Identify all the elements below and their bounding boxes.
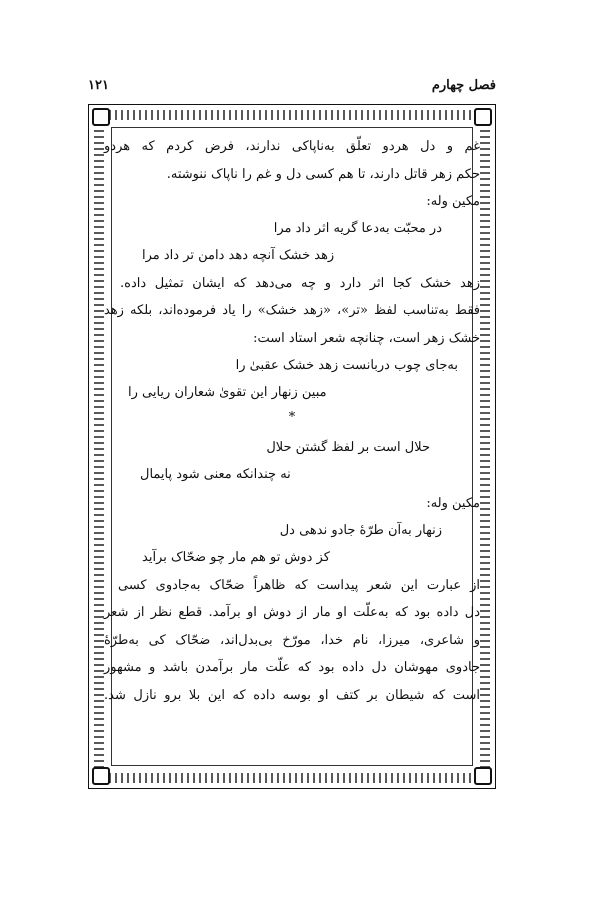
text-line: غم و دل هردو تعلّق به‌ناپاکی ندارند، فرض کردم که هردو <box>104 139 480 154</box>
separator-asterisk: * <box>288 410 296 425</box>
text-line: حکم زهر قاتل دارند، تا هم کسی دل و غم را ناپاک ننوشته. <box>166 167 480 182</box>
border-band-bottom <box>109 773 475 783</box>
text-line: فقط به‌تناسب لفظ «تر»، «زهد خشک» را یاد فرموده‌اند، بلکه زهد <box>104 303 480 318</box>
verse-line: نه چندانکه معنی شود پایمال <box>140 467 291 482</box>
border-corner <box>474 767 492 785</box>
verse-line: به‌جای چوب دربانست زهد خشک عقبیٰ را <box>235 358 458 373</box>
verse-line: زنهار به‌آن طرّهٔ جادو ندهی دل <box>279 523 442 538</box>
chapter-title: فصل چهارم <box>431 78 496 93</box>
text-line: خشک زهر است، چنانچه شعر استاد است: <box>253 331 480 346</box>
border-band-left <box>94 125 104 768</box>
border-band-right <box>480 125 490 768</box>
verse-line: در محبّت به‌دعا گریه اثر داد مرا <box>273 221 442 236</box>
verse-line: کز دوش تو هم مار چو ضحّاک برآید <box>142 550 330 565</box>
border-corner <box>474 108 492 126</box>
text-line: زهد خشک کجا اثر دارد و چه می‌دهد که ایشان تمثیل داده. <box>120 276 480 291</box>
page-number: ۱۲۱ <box>88 78 109 93</box>
verse-line: حلال است بر لفظ گشتن حلال <box>266 440 430 455</box>
verse-line: زهد خشک آنچه دهد دامن تر داد مرا <box>142 248 335 263</box>
border-band-top <box>109 110 475 120</box>
border-corner <box>92 767 110 785</box>
text-line: از عبارت این شعر پیداست که ظاهراً ضحّاک به‌جادوی کسی <box>118 578 480 593</box>
speaker-label: مکین وله: <box>426 194 480 209</box>
text-line: است که شیطان بر کتف او بوسه داده که این بلا برو نازل شد. <box>104 688 480 703</box>
verse-line: مبین زنهار این تقویٰ شعاران ریایی را <box>128 385 327 400</box>
text-line: جادوی مهوشان دل داده بود که علّت مار برآمدن باشد و مشهور <box>104 660 480 675</box>
border-corner <box>92 108 110 126</box>
text-line: دل داده بود که به‌علّت او مار از دوش او برآمد. قطع نظر از شعر <box>104 605 480 620</box>
text-line: و شاعری، میرزا، نام خدا، مورّخ بی‌بدل‌اند، ضحّاک کی به‌طرّهٔ <box>104 633 480 648</box>
speaker-label: مکین وله: <box>426 496 480 511</box>
page-header <box>88 78 496 100</box>
